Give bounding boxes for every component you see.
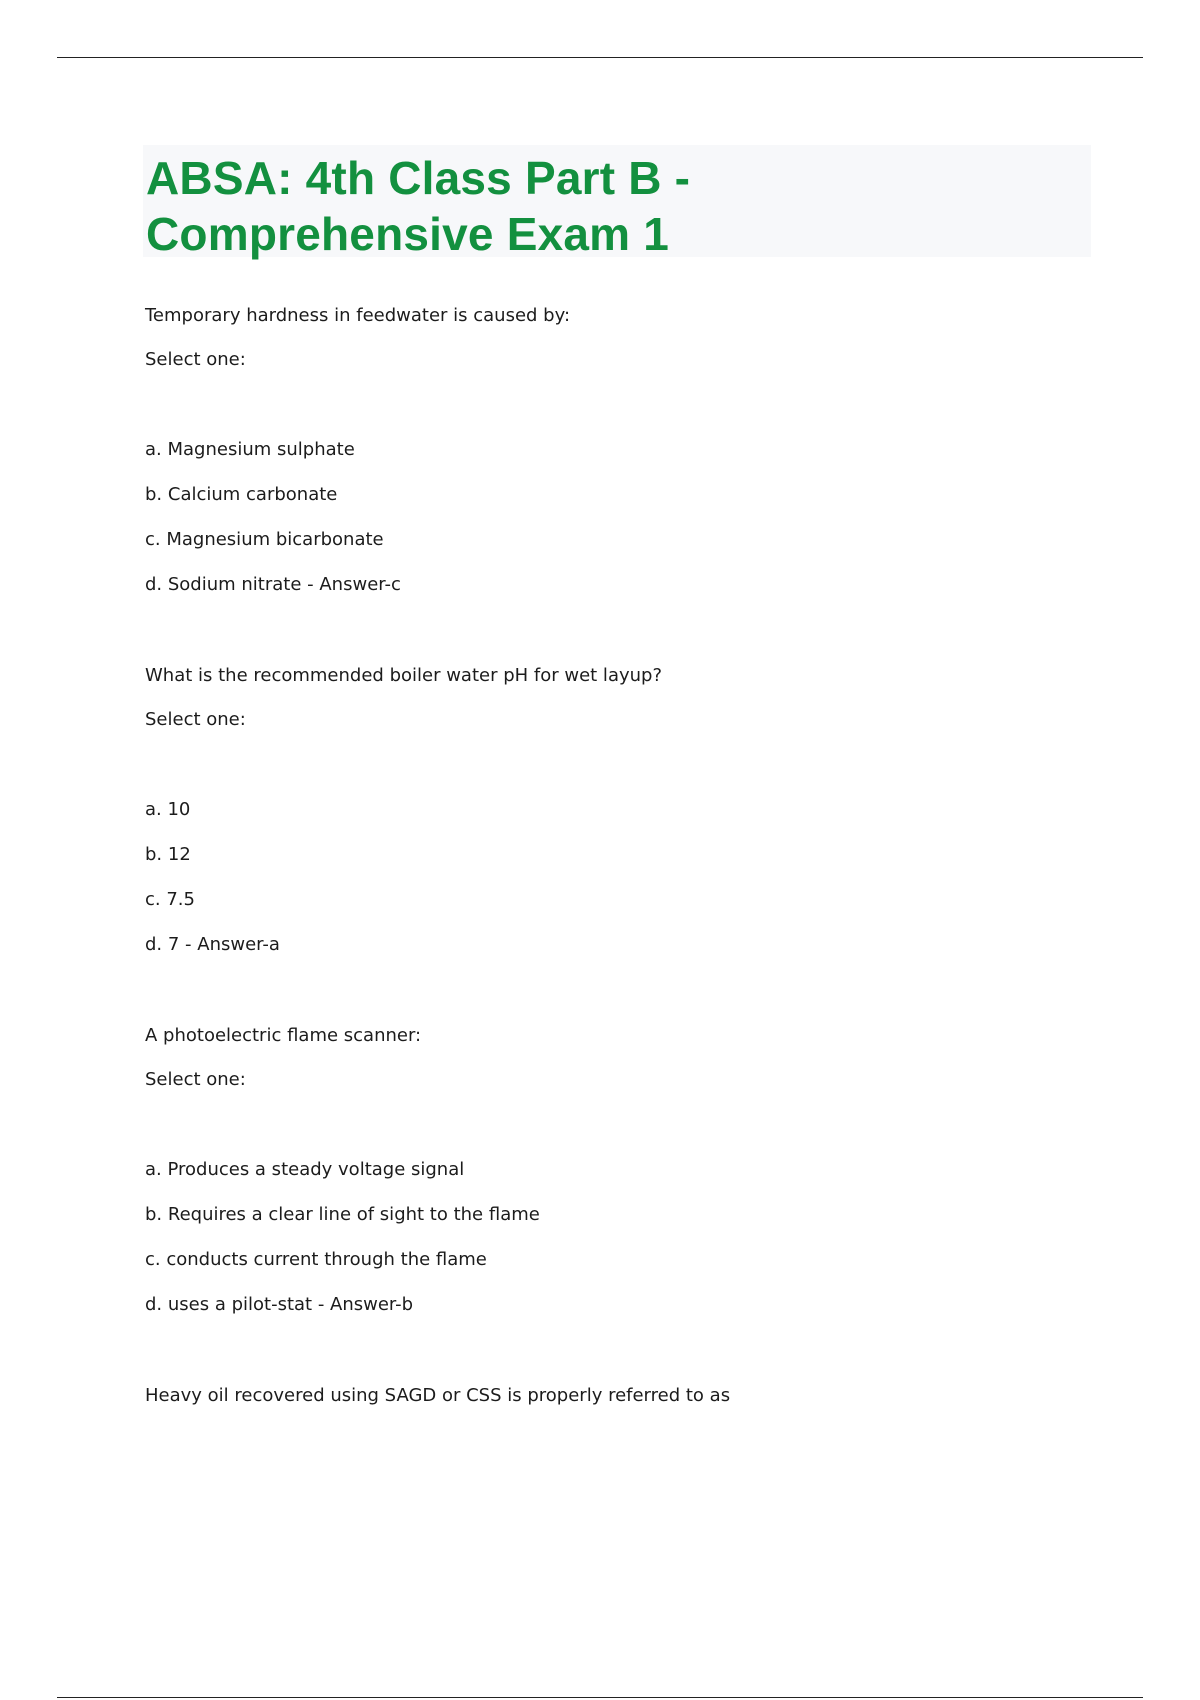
option-a: a. 10 — [145, 799, 191, 820]
select-one-prompt: Select one: — [145, 1069, 246, 1090]
question-2 — [145, 663, 1045, 1023]
option-c: c. Magnesium bicarbonate — [145, 529, 384, 550]
header-rule — [57, 57, 1143, 58]
option-d-with-answer: d. uses a pilot-stat - Answer-b — [145, 1294, 414, 1315]
question-text: What is the recommended boiler water pH for wet layup? — [145, 665, 663, 686]
question-1 — [145, 303, 1045, 663]
option-b: b. Requires a clear line of sight to the flame — [145, 1204, 540, 1225]
select-one-prompt: Select one: — [145, 349, 246, 370]
question-3 — [145, 1023, 1045, 1383]
question-text: Temporary hardness in feedwater is caused by: — [145, 305, 571, 326]
document-title — [146, 150, 690, 262]
question-list — [145, 303, 1045, 1427]
option-d-with-answer: d. Sodium nitrate - Answer-c — [145, 574, 401, 595]
question-text: A photoelectric flame scanner: — [145, 1025, 422, 1046]
footer-rule — [57, 1697, 1143, 1698]
option-c: c. 7.5 — [145, 889, 195, 910]
select-one-prompt: Select one: — [145, 709, 246, 730]
option-b: b. 12 — [145, 844, 191, 865]
option-a: a. Magnesium sulphate — [145, 439, 355, 460]
option-a: a. Produces a steady voltage signal — [145, 1159, 465, 1180]
title-line-2: Comprehensive Exam 1 — [146, 208, 670, 260]
question-4 — [145, 1383, 1045, 1427]
question-text: Heavy oil recovered using SAGD or CSS is properly referred to as — [145, 1385, 731, 1406]
option-b: b. Calcium carbonate — [145, 484, 338, 505]
option-d-with-answer: d. 7 - Answer-a — [145, 934, 280, 955]
title-line-1: ABSA: 4th Class Part B - — [146, 152, 691, 204]
option-c: c. conducts current through the flame — [145, 1249, 487, 1270]
